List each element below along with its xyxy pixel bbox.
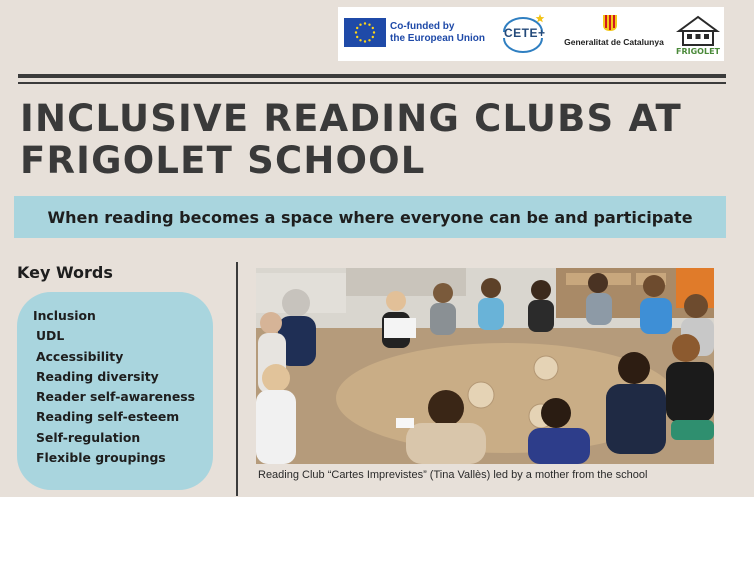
gencat-text: Generalitat de Catalunya [564, 37, 664, 47]
frigolet-school-logo [676, 13, 720, 57]
photo-caption: Reading Club “Cartes Imprevistes” (Tina Vallès) led by a mother from the school [258, 469, 648, 481]
eu-line-2: the European Union [390, 33, 485, 44]
key-word-item: Reading self-esteem [36, 409, 180, 425]
header-rule-thick [18, 74, 726, 78]
reading-club-photo [256, 268, 714, 464]
key-word-item: Inclusion [33, 308, 96, 323]
svg-text:FRIGOLET: FRIGOLET [676, 47, 720, 56]
subtitle: When reading becomes a space where everyone can be and participate [47, 207, 693, 227]
eu-line-1: Co-funded by [390, 21, 455, 32]
header-rule-thin [18, 82, 726, 84]
cete-logo-text: CETE+ [504, 26, 546, 40]
key-word-item: UDL [36, 328, 65, 344]
eu-cofunded-text [390, 21, 490, 45]
vertical-divider [236, 262, 238, 496]
key-words-heading: Key Words [17, 263, 113, 282]
page-title: INCLUSIVE READING CLUBS AT FRIGOLET SCHOOL [20, 97, 682, 182]
key-words-box [17, 292, 213, 490]
key-word-item: Flexible groupings [36, 450, 166, 466]
subtitle-band [14, 196, 726, 238]
logo-strip [338, 7, 724, 61]
gencat-shield-icon [603, 15, 617, 31]
key-word-item: Reader self-awareness [36, 389, 196, 405]
key-word-item: Reading diversity [36, 368, 159, 384]
key-word-item: Accessibility [36, 348, 124, 364]
key-words-list [33, 306, 213, 468]
key-word-item: Self-regulation [36, 429, 141, 445]
eu-flag-icon [344, 18, 386, 47]
